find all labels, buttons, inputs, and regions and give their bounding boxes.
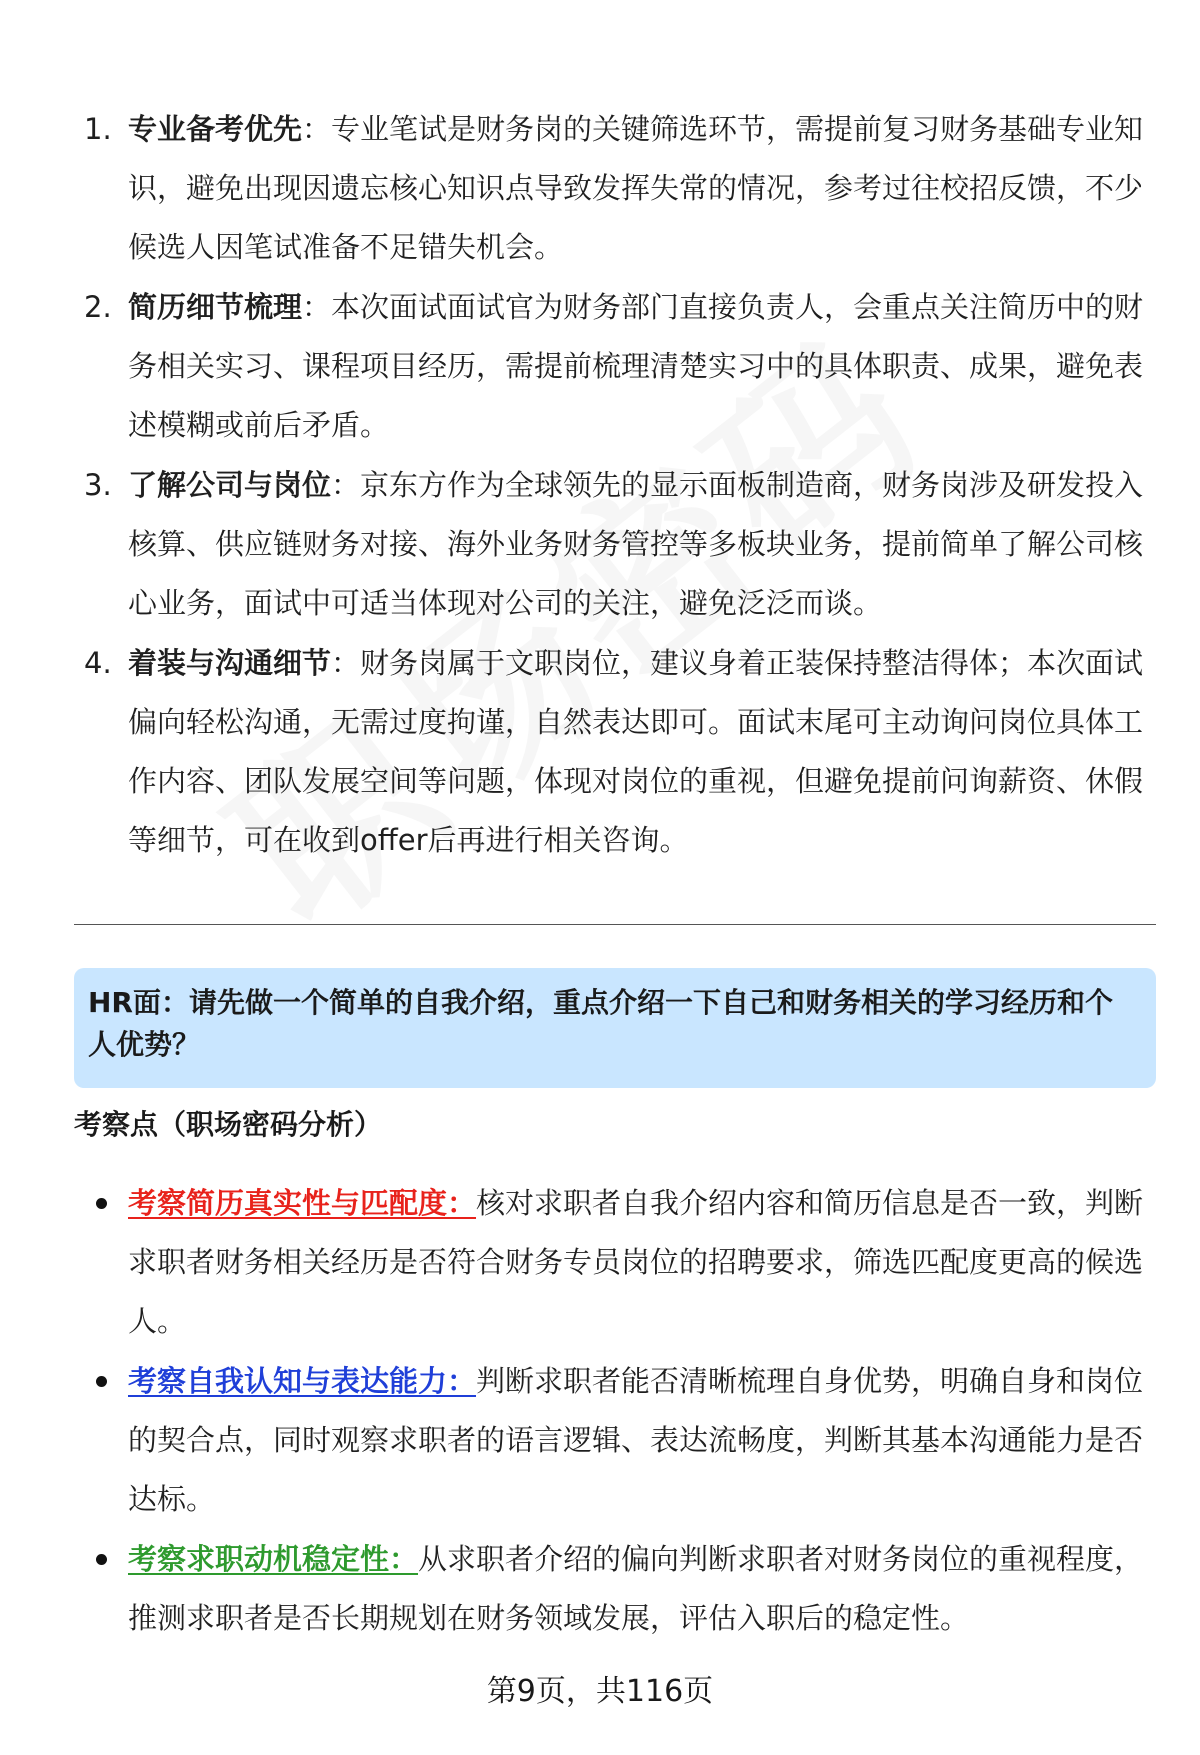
tip-body: 京东方作为全球领先的显示面板制造商，财务岗涉及研发投入核算、供应链财务对接、海外业务财务管控等多板块业务，提前简单了解公司核心业务，面试中可适当体现对公司的关注，避免泛泛而谈。 [128, 468, 1144, 620]
analysis-point [96, 1530, 1144, 1648]
tip-heading: 专业备考优先 [128, 112, 303, 146]
bullet-dot-icon [96, 1198, 107, 1209]
tip-number: 3. [84, 468, 112, 502]
tip-separator: ： [331, 468, 361, 502]
bullet-dot-icon [96, 1554, 107, 1565]
analysis-point [96, 1174, 1144, 1351]
analysis-points-list [96, 1174, 1144, 1649]
tip-heading: 简历细节梳理 [128, 290, 303, 324]
tip-item [84, 278, 1144, 455]
tip-heading: 着装与沟通细节 [128, 646, 332, 680]
point-body: 从求职者介绍的偏向判断求职者对财务岗位的重视程度，推测求职者是否长期规划在财务领域发展，评估入职后的稳定性。 [128, 1542, 1144, 1635]
tip-number: 1. [84, 112, 112, 146]
point-body: 核对求职者自我介绍内容和简历信息是否一致，判断求职者财务相关经历是否符合财务专员岗位的招聘要求，筛选匹配度更高的候选人。 [128, 1186, 1144, 1338]
question-text: HR面：请先做一个简单的自我介绍，重点介绍一下自己和财务相关的学习经历和个人优势？ [88, 986, 1113, 1061]
tip-body: 专业笔试是财务岗的关键筛选环节，需提前复习财务基础专业知识，避免出现因遗忘核心知识点导致发挥失常的情况，参考过往校招反馈，不少候选人因笔试准备不足错失机会。 [128, 112, 1144, 264]
analysis-point [96, 1352, 1144, 1529]
tip-item [84, 100, 1144, 277]
tip-body: 财务岗属于文职岗位，建议身着正装保持整洁得体；本次面试偏向轻松沟通，无需过度拘谨，自然表达即可。面试末尾可主动询问岗位具体工作内容、团队发展空间等问题，体现对岗位的重视，但避免提前问询薪资、休假等细节，可在收到offer后再进行相关咨询。 [128, 646, 1144, 857]
question-box [74, 968, 1156, 1088]
page-footer: 第9页，共116页 [486, 1674, 714, 1709]
tip-separator: ： [302, 112, 332, 146]
analysis-title: 考察点（职场密码分析） [74, 1108, 383, 1141]
point-body: 判断求职者能否清晰梳理自身优势，明确自身和岗位的契合点，同时观察求职者的语言逻辑、表达流畅度，判断其基本沟通能力是否达标。 [128, 1364, 1144, 1516]
point-key: 考察求职动机稳定性： [128, 1542, 419, 1576]
tip-separator: ： [331, 646, 361, 680]
point-key: 考察自我认知与表达能力： [128, 1364, 477, 1398]
tip-number: 2. [84, 290, 112, 324]
bullet-dot-icon [96, 1376, 107, 1387]
tip-body: 本次面试面试官为财务部门直接负责人，会重点关注简历中的财务相关实习、课程项目经历，需提前梳理清楚实习中的具体职责、成果，避免表述模糊或前后矛盾。 [128, 290, 1144, 442]
tips-list [84, 100, 1144, 871]
section-divider [74, 924, 1156, 925]
tip-item [84, 456, 1144, 633]
tip-number: 4. [84, 646, 112, 680]
tip-heading: 了解公司与岗位 [128, 468, 332, 502]
tip-separator: ： [302, 290, 332, 324]
point-key: 考察简历真实性与匹配度： [128, 1186, 477, 1220]
tip-item [84, 634, 1144, 870]
